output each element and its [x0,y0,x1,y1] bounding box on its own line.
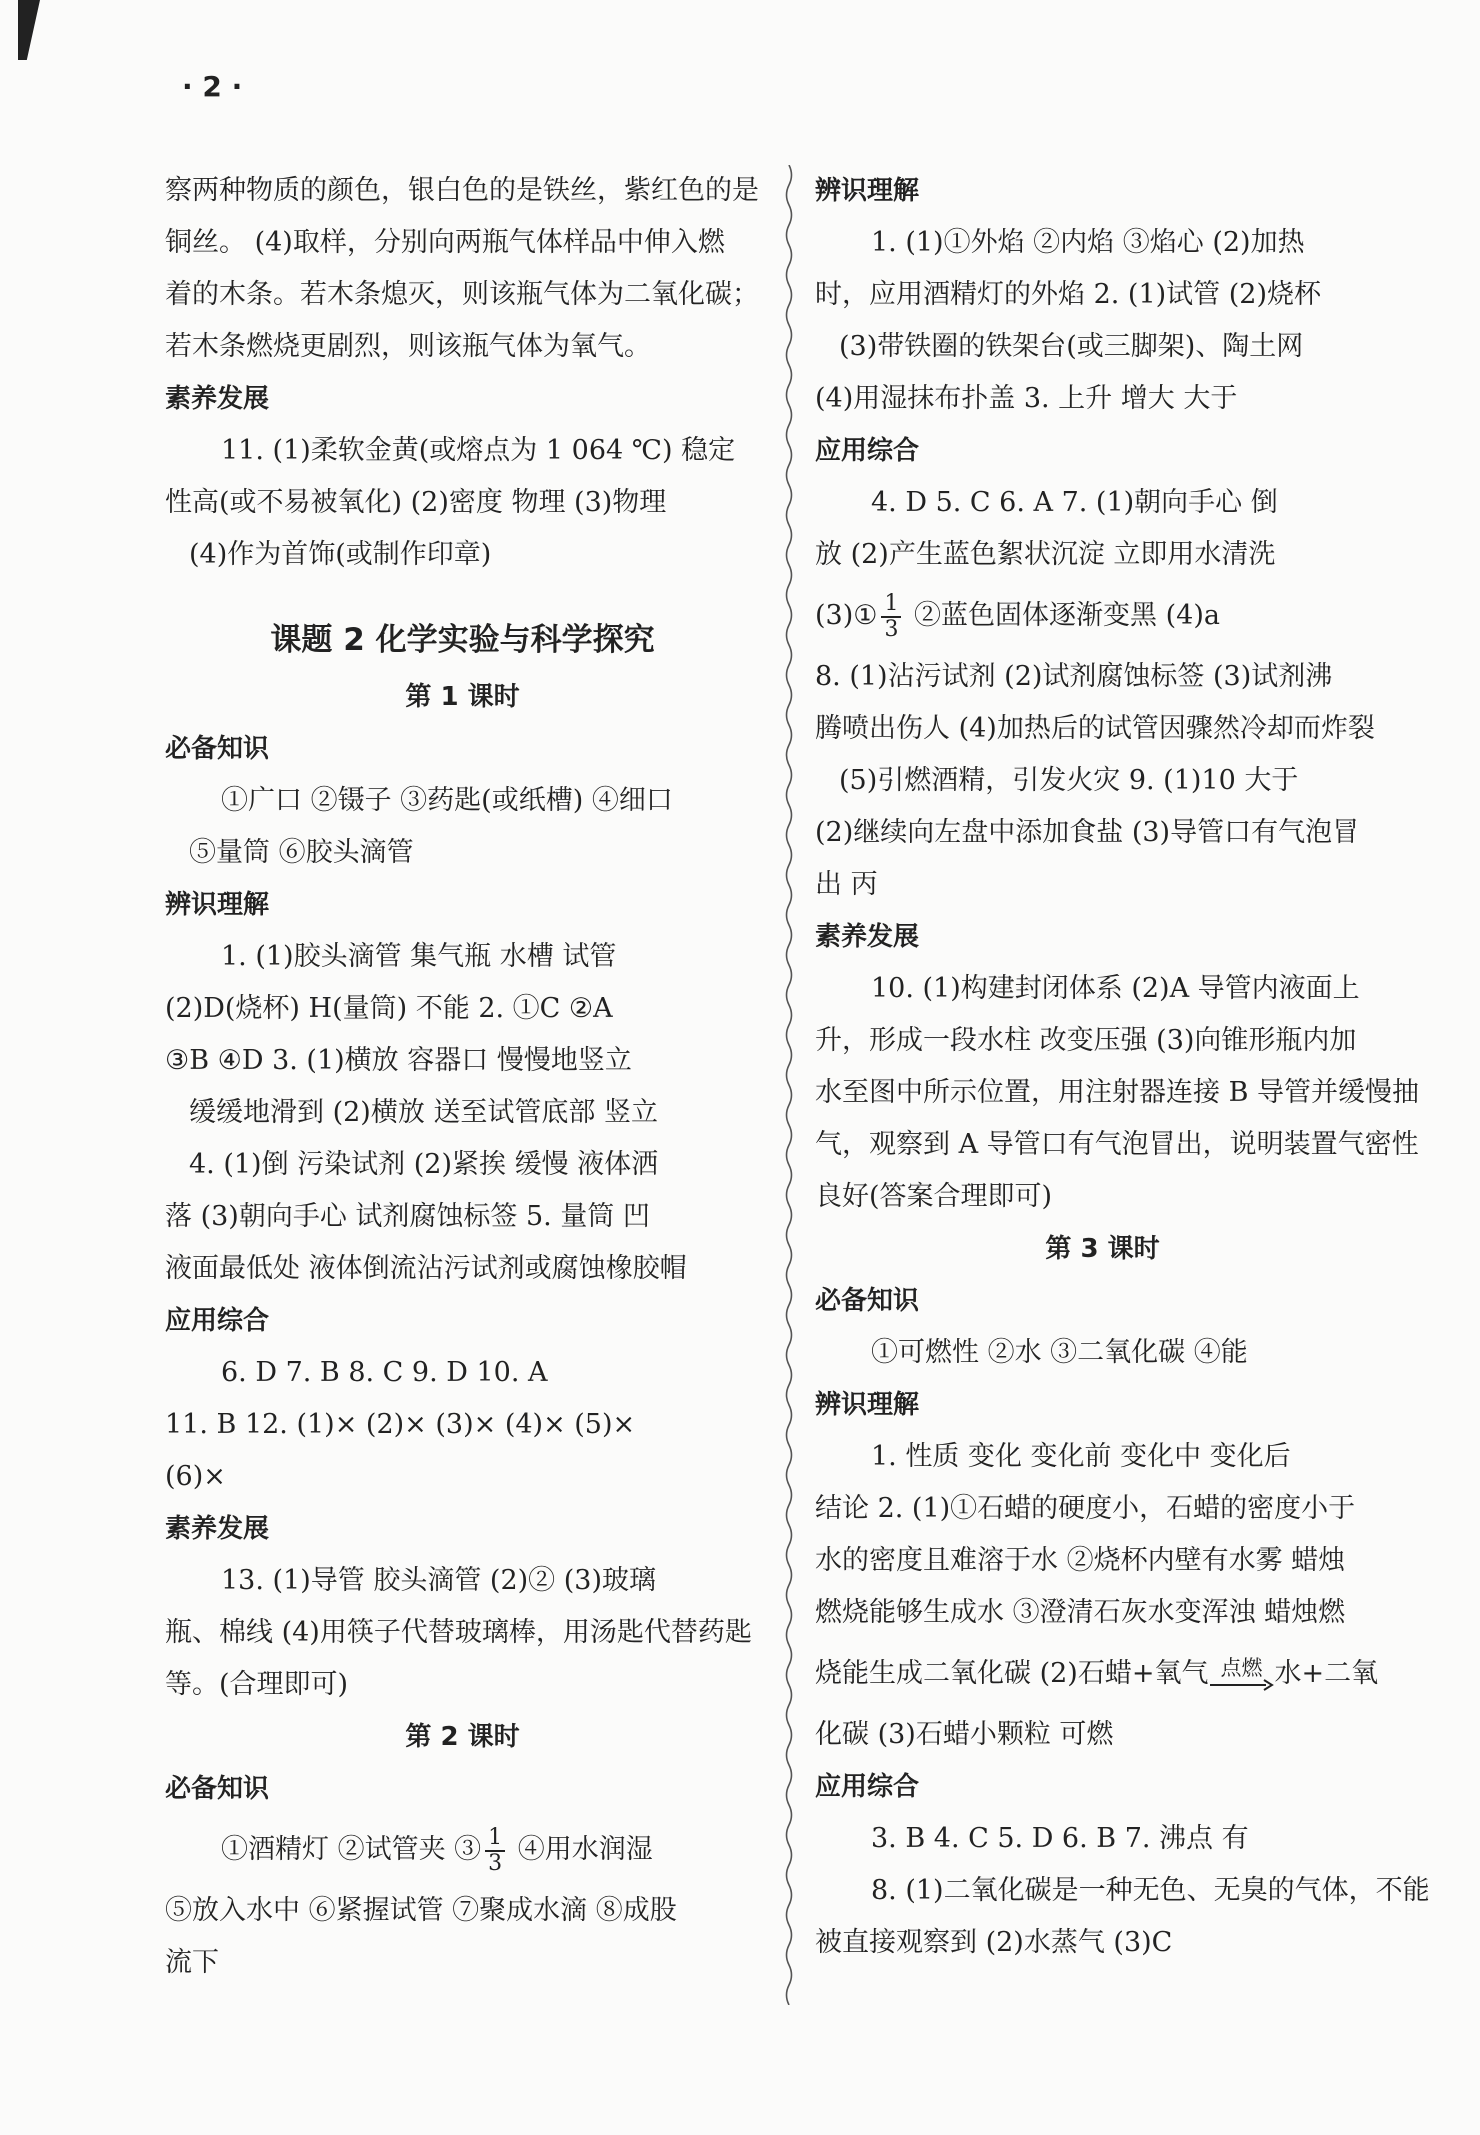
text-line: 8. (1)二氧化碳是一种无色、无臭的气体，不能 [871,1875,1430,1906]
text-segment: ②蓝色固体逐渐变黑 (4)a [905,600,1220,631]
text-line: (6)× [165,1461,226,1492]
text-segment: 烧能生成二氧化碳 (2)石蜡+氧气 [815,1658,1209,1689]
text-line-with-fraction [815,581,1390,651]
text-line: 4. D 5. C 6. A 7. (1)朝向手心 倒 [871,487,1278,518]
reaction-condition: 点燃 [1220,1655,1263,1680]
text-line: 等。(合理即可) [165,1669,349,1700]
text-line: 放 (2)产生蓝色絮状沉淀 立即用水清洗 [815,539,1276,570]
text-line: 缓缓地滑到 (2)横放 送至试管底部 竖立 [189,1097,658,1128]
section-heading: 素养发展 [165,384,270,414]
fraction-denominator: 3 [488,1850,503,1876]
text-line: ①广口 ②镊子 ③药匙(或纸槽) ④细口 [221,785,673,816]
text-line: 13. (1)导管 胶头滴管 (2)② (3)玻璃 [221,1565,657,1596]
text-line: 3. B 4. C 5. D 6. B 7. 沸点 有 [871,1823,1249,1854]
section-heading: 必备知识 [165,1774,270,1804]
text-line: 气，观察到 A 导管口有气泡冒出，说明装置气密性 [815,1129,1419,1160]
text-line: (5)引燃酒精，引发火灾 9. (1)10 大于 [839,765,1299,796]
reaction-arrow [1208,1655,1274,1692]
text-line: 流下 [165,1947,219,1978]
section-heading: 应用综合 [815,436,920,466]
lesson-heading: 第 3 课时 [1045,1234,1160,1264]
text-line: 结论 2. (1)①石蜡的硬度小，石蜡的密度小于 [815,1493,1356,1524]
text-line: 水至图中所示位置，用注射器连接 B 导管并缓慢抽 [815,1077,1420,1108]
fraction [485,1826,505,1876]
text-line: (2)继续向左盘中添加食盐 (3)导管口有气泡冒 [815,817,1360,848]
text-line: (4)用湿抹布扑盖 3. 上升 增大 大于 [815,383,1238,414]
text-segment: ①酒精灯 ②试管夹 ③ [221,1834,482,1865]
text-line: 铜丝。 (4)取样，分别向两瓶气体样品中伸入燃 [165,227,725,258]
left-column [165,165,760,1989]
text-line: 燃烧能够生成水 ③澄清石灰水变浑浊 蜡烛燃 [815,1597,1346,1628]
text-line: 化碳 (3)石蜡小颗粒 可燃 [815,1719,1114,1750]
text-line: (2)D(烧杯) H(量筒) 不能 2. ①C ②A [165,993,613,1024]
text-line: 察两种物质的颜色，银白色的是铁丝，紫红色的是 [165,175,759,206]
fraction-denominator: 3 [884,616,899,642]
text-line: ⑤量筒 ⑥胶头滴管 [189,837,414,868]
section-heading: 辨识理解 [165,890,270,920]
fraction [881,592,901,642]
section-heading: 素养发展 [815,922,920,952]
text-segment: 水+二氧 [1274,1658,1379,1689]
text-line: 被直接观察到 (2)水蒸气 (3)C [815,1927,1173,1958]
text-line: ⑤放入水中 ⑥紧握试管 ⑦聚成水滴 ⑧成股 [165,1895,677,1926]
fraction-numerator: 1 [881,592,901,618]
text-line: 10. (1)构建封闭体系 (2)A 导管内液面上 [871,973,1360,1004]
section-heading: 素养发展 [165,1514,270,1544]
text-line: 出 丙 [815,869,878,900]
text-line: 性高(或不易被氧化) (2)密度 物理 (3)物理 [165,487,667,518]
text-line: 良好(答案合理即可) [815,1181,1053,1212]
text-segment: ④用水润湿 [509,1834,653,1865]
text-line-with-equation [815,1639,1390,1709]
section-heading: 应用综合 [165,1306,270,1336]
lesson-heading: 第 1 课时 [405,682,520,712]
text-line: 11. (1)柔软金黄(或熔点为 1 064 ℃) 稳定 [221,435,736,466]
page-number: · 2 · [182,70,243,103]
text-line: 1. (1)胶头滴管 集气瓶 水槽 试管 [221,941,617,972]
section-heading: 必备知识 [165,734,270,764]
text-line: 4. (1)倒 污染试剂 (2)紧挨 缓慢 液体洒 [189,1149,659,1180]
text-line: (4)作为首饰(或制作印章) [189,539,492,570]
text-line: 水的密度且难溶于水 ②烧杯内壁有水雾 蜡烛 [815,1545,1346,1576]
column-divider [782,165,796,2005]
section-heading: 必备知识 [815,1286,920,1316]
section-heading: 辨识理解 [815,176,920,206]
text-line: 腾喷出伤人 (4)加热后的试管因骤然冷却而炸裂 [815,713,1375,744]
section-heading: 应用综合 [815,1772,920,1802]
text-line: 1. (1)①外焰 ②内焰 ③焰心 (2)加热 [871,227,1305,258]
text-line: 液面最低处 液体倒流沾污试剂或腐蚀橡胶帽 [165,1253,687,1284]
text-line: 6. D 7. B 8. C 9. D 10. A [221,1357,548,1388]
text-line: 升，形成一段水柱 改变压强 (3)向锥形瓶内加 [815,1025,1357,1056]
text-line: 瓶、棉线 (4)用筷子代替玻璃棒，用汤匙代替药匙 [165,1617,752,1648]
text-line: 落 (3)朝向手心 试剂腐蚀标签 5. 量筒 凹 [165,1201,650,1232]
text-line: 8. (1)沾污试剂 (2)试剂腐蚀标签 (3)试剂沸 [815,661,1333,692]
text-line: ③B ④D 3. (1)横放 容器口 慢慢地竖立 [165,1045,632,1076]
binding-edge-mark [18,0,40,60]
text-line: (3)带铁圈的铁架台(或三脚架)、陶土网 [839,331,1304,362]
text-line: 着的木条。若木条熄灭，则该瓶气体为二氧化碳； [165,279,759,310]
text-line: 若木条燃烧更剧烈，则该瓶气体为氧气。 [165,331,651,362]
topic-title: 课题 2 化学实验与科学探究 [270,622,655,658]
text-line: 1. 性质 变化 变化前 变化中 变化后 [871,1441,1291,1472]
fraction-numerator: 1 [485,1826,505,1852]
text-line: 时，应用酒精灯的外焰 2. (1)试管 (2)烧杯 [815,279,1321,310]
text-line-with-fraction [165,1815,760,1885]
text-line: 11. B 12. (1)× (2)× (3)× (4)× (5)× [165,1409,636,1440]
text-segment: (3)① [815,600,878,631]
arrow-icon [1208,1678,1274,1692]
right-column [815,165,1430,1969]
lesson-heading: 第 2 课时 [405,1722,520,1752]
text-line: ①可燃性 ②水 ③二氧化碳 ④能 [871,1337,1248,1368]
section-heading: 辨识理解 [815,1390,920,1420]
